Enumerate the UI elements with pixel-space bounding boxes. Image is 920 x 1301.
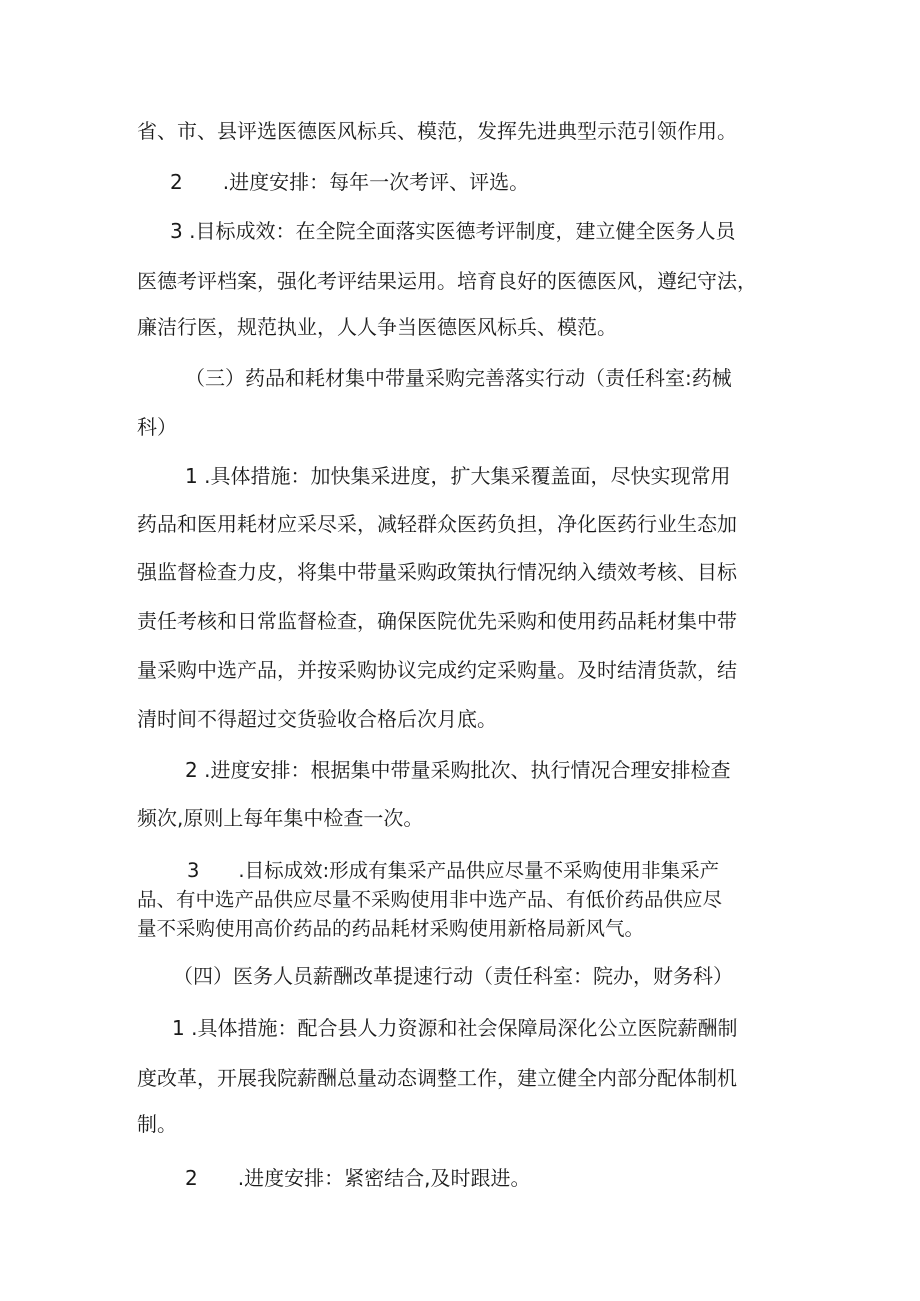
- text-line: 频次,原则上每年集中检查一次。: [137, 806, 424, 830]
- section-heading: （三）药品和耗材集中带量采购完善落实行动（责任科室:药械: [185, 366, 732, 390]
- text-line: 3 .目标成效：在全院全面落实医德考评制度，建立健全医务人员: [170, 219, 736, 243]
- text-line: 制。: [137, 1112, 177, 1136]
- text-line: 3 .目标成效:形成有集采产品供应尽量不采购使用非集采产: [187, 859, 720, 882]
- text-line: 度改革，开展我院薪酬总量动态调整工作，建立健全内部分配体制机: [137, 1066, 737, 1090]
- section-heading: （四）医务人员薪酬改革提速行动（责任科室：院办，财务科）: [173, 964, 733, 988]
- text-line: 省、市、县评选医德医风标兵、模范，发挥先进典型示范引领作用。: [137, 119, 737, 143]
- text-line: 品、有中选产品供应尽量不采购使用非中选产品、有低价药品供应尽: [137, 888, 723, 911]
- text-line: 1 .具体措施：配合县人力资源和社会保障局深化公立医院薪酬制: [172, 1016, 738, 1040]
- text-line: 强监督检查力皮，将集中带量采购政策执行情况纳入绩效考核、目标: [137, 560, 737, 584]
- text-line: 2 .进度安排：根据集中带量采购批次、执行情况合理安排检查: [185, 758, 731, 782]
- text-line: 责任考核和日常监督检查，确保医院优先采购和使用药品耗材集中带: [137, 609, 737, 633]
- text-line: 量采购中选产品，并按采购协议完成约定采购量。及时结清货款，结: [137, 658, 737, 682]
- text-line: 清时间不得超过交货验收合格后次月底。: [137, 707, 497, 731]
- text-line: 2 .进度安排：每年一次考评、评选。: [170, 170, 530, 194]
- text-line: 1 .具体措施：加快集采进度，扩大集采覆盖面，尽快实现常用: [185, 464, 731, 488]
- text-line: 药品和医用耗材应采尽采，减轻群众医药负担，净化医药行业生态加: [137, 512, 737, 536]
- text-line: 2 .进度安排：紧密结合,及时跟进。: [185, 1166, 531, 1190]
- text-line: 廉洁行医，规范执业，人人争当医德医风标兵、模范。: [137, 315, 617, 339]
- text-line: 量不采购使用高价药品的药品耗材采购使用新格局新风气。: [137, 917, 645, 940]
- section-heading-continued: 科）: [137, 415, 177, 439]
- text-line: 医德考评档案，强化考评结果运用。培育良好的医德医风，遵纪守法，: [137, 269, 757, 293]
